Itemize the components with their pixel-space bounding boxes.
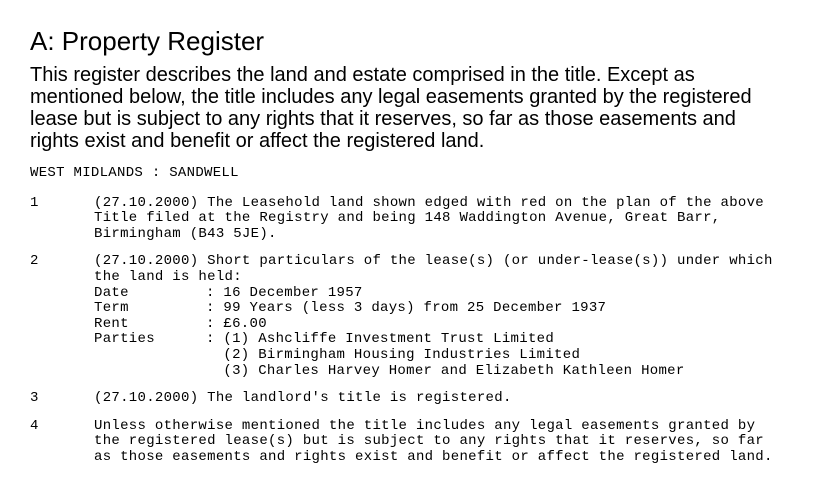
entry-number: 1 xyxy=(30,194,39,211)
particular-value-date: : 16 December 1957 xyxy=(206,284,363,301)
entry-number: 2 xyxy=(30,253,39,270)
entry-number: 3 xyxy=(30,390,39,407)
property-register xyxy=(30,24,810,466)
particular-value-term: : 99 Years (less 3 days) from 25 December 1937 xyxy=(206,300,607,317)
particular-label-rent: Rent xyxy=(94,315,129,332)
particular-value-parties xyxy=(206,332,810,379)
register-entry xyxy=(30,196,810,243)
register-entry xyxy=(30,254,810,379)
particular-label-date: Date xyxy=(94,284,129,301)
entry-number: 4 xyxy=(30,417,39,434)
particular-label-term: Term xyxy=(94,300,129,317)
particular-label-parties: Parties xyxy=(94,331,155,348)
section-title: A: Property Register xyxy=(30,26,265,56)
entry-text: (27.10.2000) Short particulars of the lease(s) (or under-lease(s)) under which the land is held: xyxy=(94,253,782,285)
lease-particulars xyxy=(94,286,810,380)
particular-value-rent: : £6.00 xyxy=(206,315,267,332)
district-line: WEST MIDLANDS : SANDWELL xyxy=(30,165,239,181)
party-line: : (1) Ashcliffe Investment Trust Limited xyxy=(206,331,555,348)
entry-text: Unless otherwise mentioned the title includes any legal easements granted by the registered lease(s) but is subject to any rights that it reserves, so far as those easements and rights exist and benefit or affect the registered land. xyxy=(94,417,773,465)
register-entry xyxy=(30,419,810,466)
entry-text: (27.10.2000) The Leasehold land shown edged with red on the plan of the above Title filed at the Registry and being 148 Waddington Avenue, Great Barr, Birmingham (B43 5JE). xyxy=(94,194,773,242)
register-entry xyxy=(30,391,810,407)
party-line: (2) Birmingham Housing Industries Limited xyxy=(206,346,581,363)
intro-paragraph: This register describes the land and estate comprised in the title. Except as mentioned below, the title includes any legal easements granted by the registered lease but is subject to any rights that it reserves, so far as those easements and rights exist and benefit or affect the registered land. xyxy=(30,64,752,152)
entry-text: (27.10.2000) The landlord's title is registered. xyxy=(94,390,512,407)
party-line: (3) Charles Harvey Homer and Elizabeth Kathleen Homer xyxy=(206,362,685,379)
